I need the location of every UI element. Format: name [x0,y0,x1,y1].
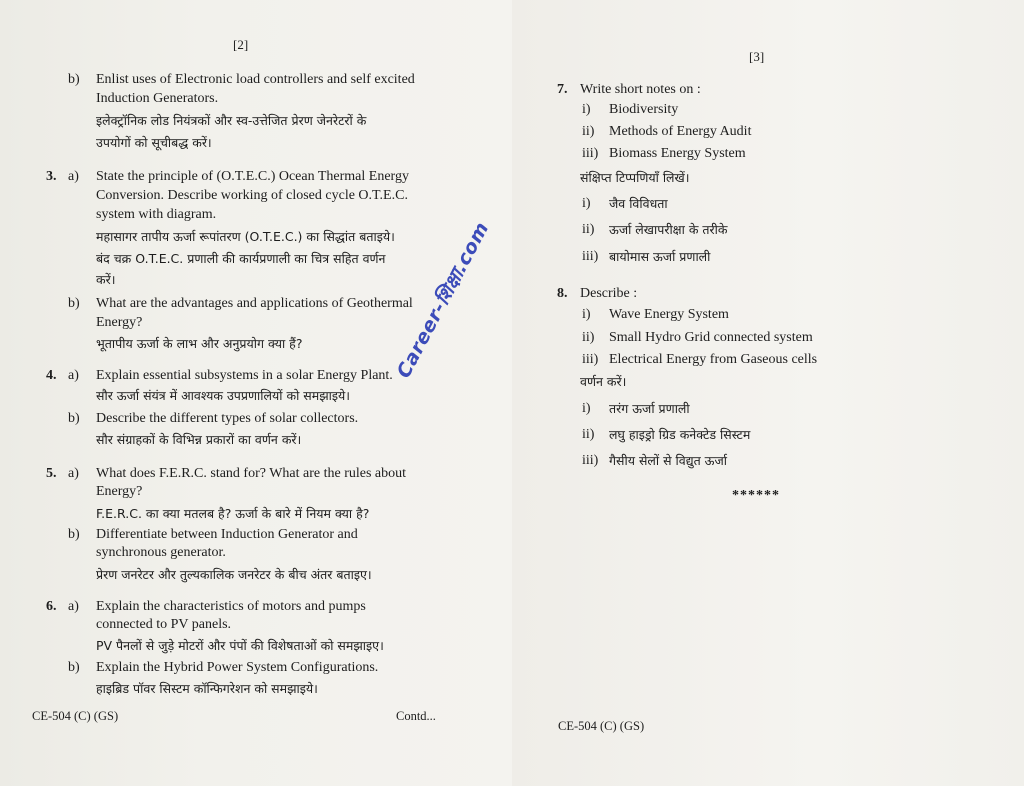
q2b-english-line1: Enlist uses of Electronic load controllers and self excited [96,72,415,87]
q8-title: Describe : [580,286,638,301]
footer-contd: Contd... [396,709,436,723]
q7-item-1-label: i) [582,102,591,117]
q7-hindi-title: संक्षिप्त टिप्पणियाँ लिखें। [580,170,690,185]
q2b-hindi-line1: इलेक्ट्रॉनिक लोड नियंत्रकों और स्व-उत्तेजित प्रेरण जेनरेटरों के [96,113,367,128]
q8-item-2-label: ii) [582,330,595,345]
q4b-label: b) [68,411,80,426]
q6b-label: b) [68,660,80,675]
q4a-english-line1: Explain essential subsystems in a solar Energy Plant. [96,368,393,383]
q3b-label: b) [68,296,80,311]
q8-number: 8. [557,286,568,301]
page-number-left: [2] [233,37,249,52]
q5a-label: a) [68,466,79,481]
q3b-english-line1: What are the advantages and applications of Geothermal [96,296,413,311]
q5b-label: b) [68,527,80,542]
q7-item-2-text: Methods of Energy Audit [609,124,752,139]
q2b-hindi-line2: उपयोगों को सूचीबद्ध करें। [96,135,212,150]
q6b-hindi-line1: हाइब्रिड पॉवर सिस्टम कॉन्फिगरेशन को समझाइये। [96,681,318,696]
q3a-english-line1: State the principle of (O.T.E.C.) Ocean Thermal Energy [96,169,409,184]
q7-number: 7. [557,82,568,97]
q8-item-3-text: Electrical Energy from Gaseous cells [609,352,818,367]
q5b-english-line2: synchronous generator. [96,545,226,560]
q8-item-2-text: Small Hydro Grid connected system [609,330,813,345]
q6a-hindi-line1: PV पैनलों से जुड़े मोटरों और पंपों की विशेषताओं को समझाइए। [96,638,384,653]
q5a-english-line2: Energy? [96,484,143,499]
q5-number: 5. [46,466,57,481]
q6b-english-line1: Explain the Hybrid Power System Configurations. [96,660,379,675]
q8-item-3-label: iii) [582,352,599,367]
q8-hindi-item-1-text: तरंग ऊर्जा प्रणाली [609,401,690,416]
q6a-english-line1: Explain the characteristics of motors and pumps [96,599,366,614]
q7-item-3-label: iii) [582,146,599,161]
q3a-hindi-line1: महासागर तापीय ऊर्जा रूपांतरण (O.T.E.C.) का सिद्धांत बताइये। [96,229,395,244]
q8-hindi-item-2-label: ii) [582,427,595,442]
q6a-english-line2: connected to PV panels. [96,617,232,632]
q7-hindi-item-2-label: ii) [582,222,595,237]
q5a-english-line1: What does F.E.R.C. stand for? What are the rules about [96,466,407,481]
q4b-hindi-line1: सौर संग्राहकों के विभिन्न प्रकारों का वर्णन करें। [96,432,302,447]
q6-number: 6. [46,599,57,614]
q4a-label: a) [68,368,79,383]
q3b-english-line2: Energy? [96,315,143,330]
q3a-hindi-line2: बंद चक्र O.T.E.C. प्रणाली की कार्यप्रणाली का चित्र सहित वर्णन [96,251,386,266]
q7-item-1-text: Biodiversity [609,102,679,117]
q5b-english-line1: Differentiate between Induction Generator and [96,527,358,542]
right-page [512,0,1024,786]
q8-hindi-title: वर्णन करें। [580,374,627,389]
q7-hindi-item-3-text: बायोमास ऊर्जा प्रणाली [609,249,711,264]
q2b-label: b) [68,72,80,87]
q3b-hindi-line1: भूतापीय ऊर्जा के लाभ और अनुप्रयोग क्या हैं? [96,336,303,351]
q2b-english-line2: Induction Generators. [96,91,219,106]
footer-code-left: CE-504 (C) (GS) [32,709,119,723]
q4-number: 4. [46,368,57,383]
q5b-hindi-line1: प्रेरण जनरेटर और तुल्यकालिक जनरेटर के बीच अंतर बताइए। [96,567,372,582]
q7-item-3-text: Biomass Energy System [609,146,746,161]
q7-item-2-label: ii) [582,124,595,139]
q7-hindi-item-3-label: iii) [582,249,599,264]
watermark: Career-शिक्षा.com [392,218,494,382]
q8-item-1-text: Wave Energy System [609,307,729,322]
q3a-english-line3: system with diagram. [96,207,217,222]
q7-hindi-item-1-text: जैव विविधता [609,196,668,211]
q6a-label: a) [68,599,79,614]
end-mark: ****** [732,488,780,503]
q8-hindi-item-3-text: गैसीय सेलों से विद्युत ऊर्जा [609,453,727,468]
q8-item-1-label: i) [582,307,591,322]
q3a-english-line2: Conversion. Describe working of closed cycle O.T.E.C. [96,188,408,203]
q7-title: Write short notes on : [580,82,701,97]
footer-code-right: CE-504 (C) (GS) [558,719,645,733]
q5a-hindi-line1: F.E.R.C. का क्या मतलब है? ऊर्जा के बारे में नियम क्या है? [96,506,370,521]
q7-hindi-item-1-label: i) [582,196,591,211]
q4b-english-line1: Describe the different types of solar collectors. [96,411,359,426]
q8-hindi-item-2-text: लघु हाइड्रो ग्रिड कनेक्टेड सिस्टम [609,427,751,442]
q3-number: 3. [46,169,57,184]
q8-hindi-item-1-label: i) [582,401,591,416]
page-number-right: [3] [749,49,765,64]
q7-hindi-item-2-text: ऊर्जा लेखापरीक्षा के तरीके [609,222,728,237]
q8-hindi-item-3-label: iii) [582,453,599,468]
q4a-hindi-line1: सौर ऊर्जा संयंत्र में आवश्यक उपप्रणालियों को समझाइये। [96,388,351,403]
q3a-label: a) [68,169,79,184]
q3a-hindi-line3: करें। [96,272,116,287]
